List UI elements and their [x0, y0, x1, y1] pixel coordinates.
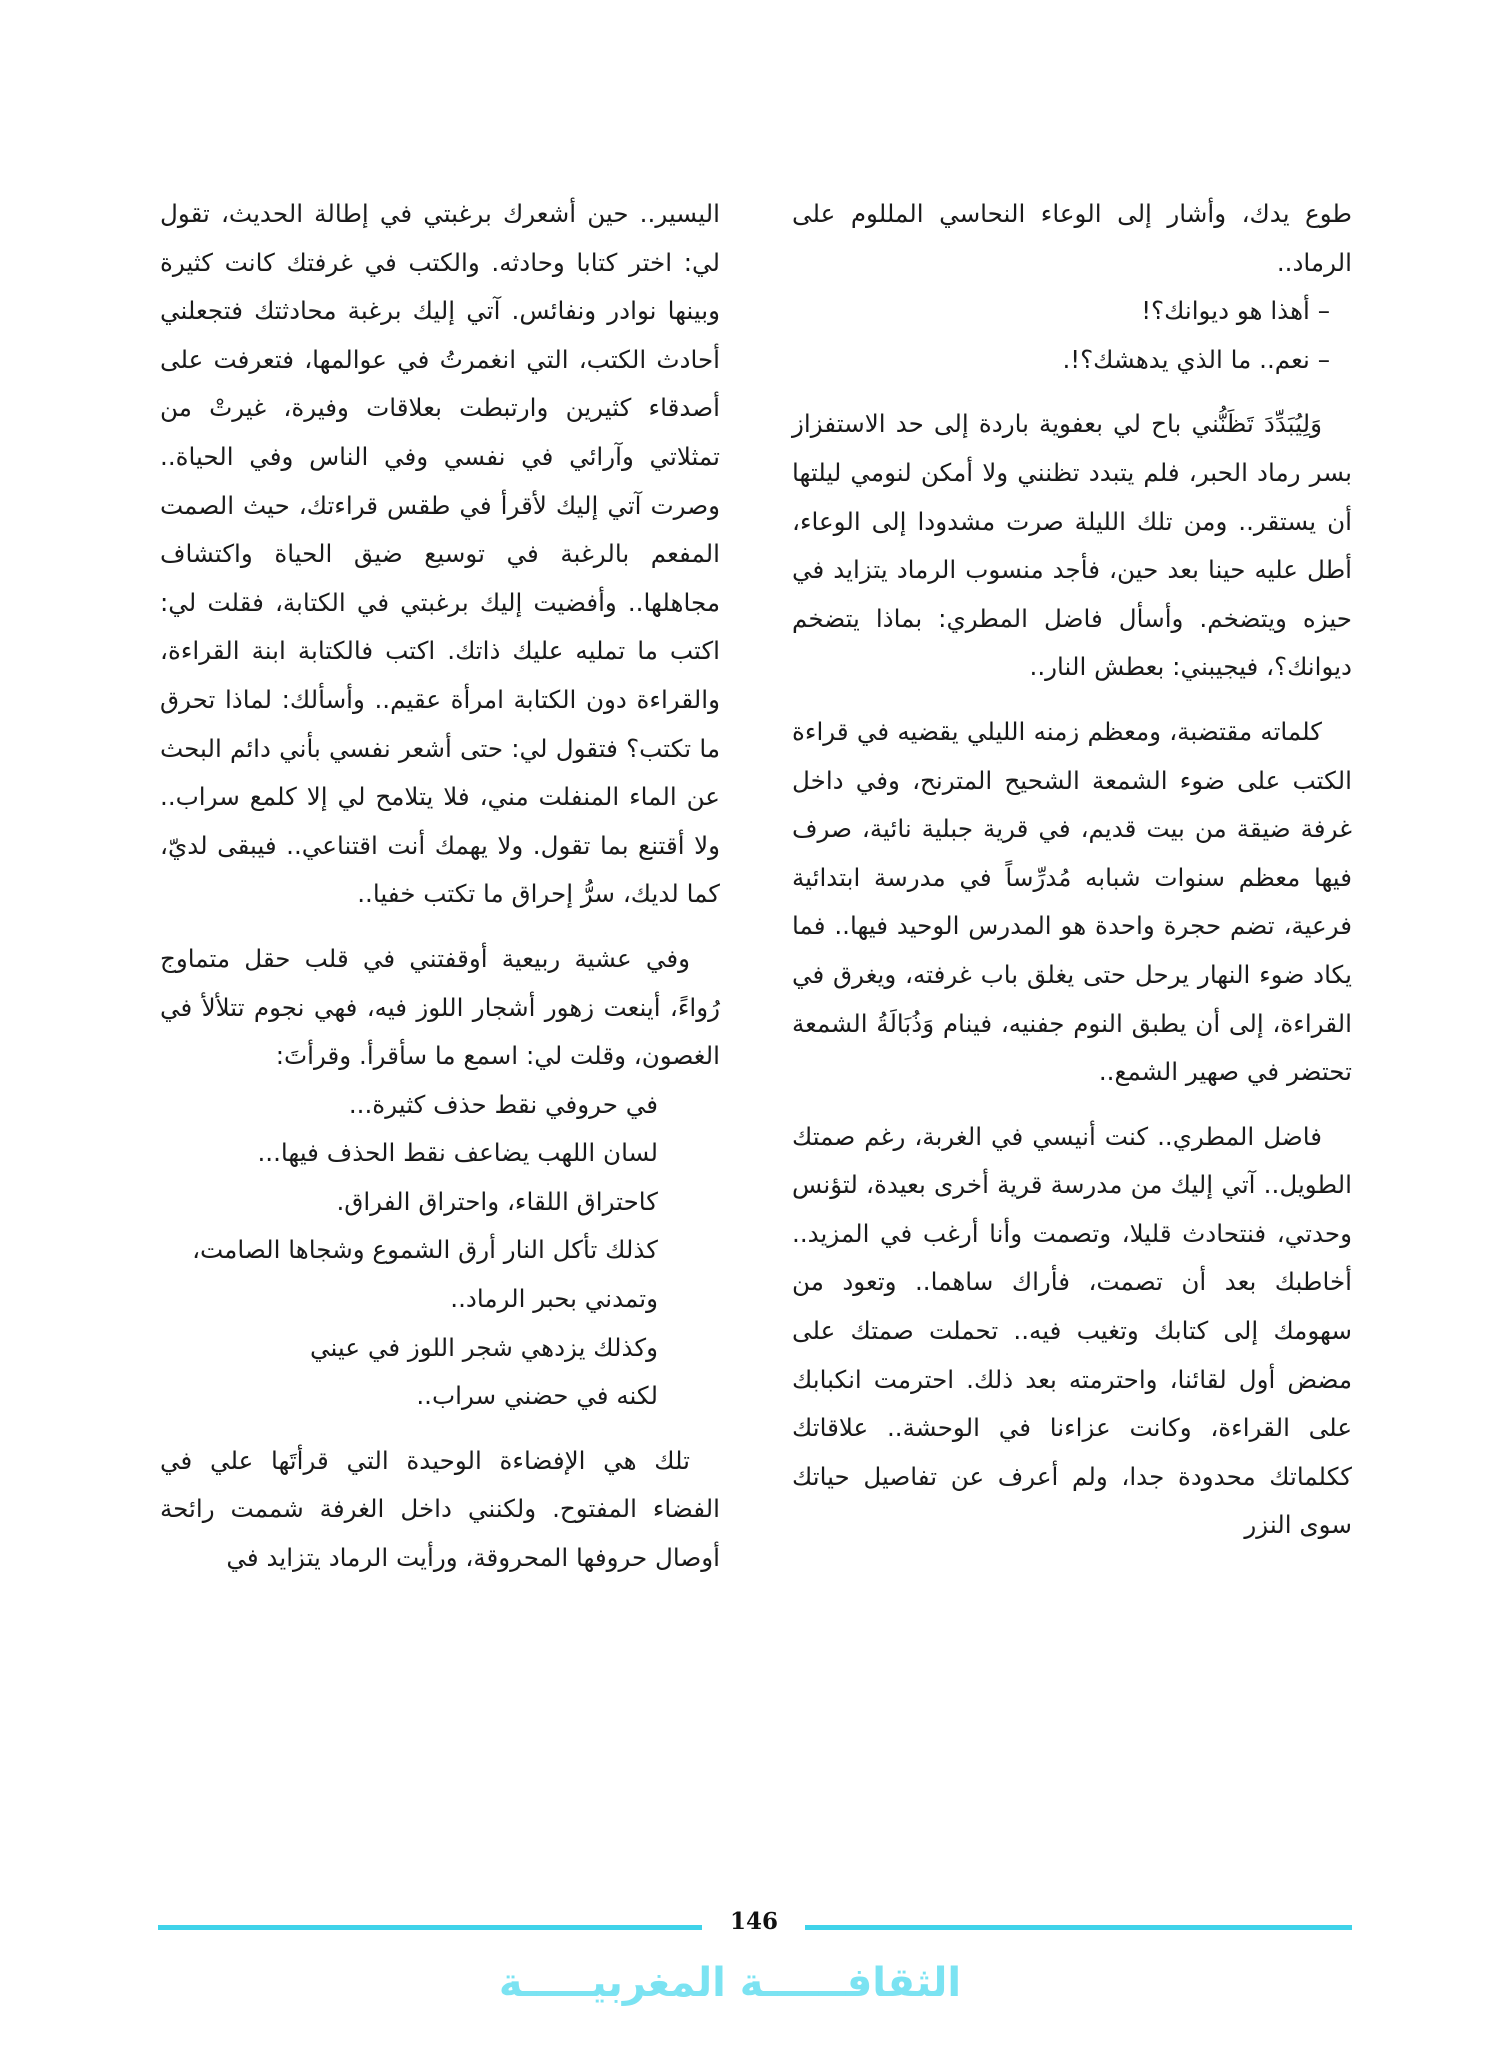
page-number: 146 — [729, 1908, 778, 1935]
footer-rule-right — [805, 1925, 1352, 1930]
paragraph: اليسير.. حين أشعرك برغبتي في إطالة الحديث، تقول لي: اختر كتابا وحادثه. والكتب في غرفتك كانت كثيرة وبينها نوادر ونفائس. آتي إليك برغبة محادثتك فتجعلني أحادث الكتب، التي انغمرتُ في عوالمها، فتعرفت على أصدقاء كثيرين وارتبطت بعلاقات وفيرة، غيرتْ من تمثلاتي وآرائي في نفسي وفي الناس وفي الحياة.. وصرت آتي إليك لأقرأ في طقس قراءتك، حيث الصمت المفعم بالرغبة في توسيع ضيق الحياة واكتشاف مجاهلها.. وأفضيت إليك برغبتي في الكتابة، فقلت لي: اكتب ما تمليه عليك ذاتك. اكتب فالكتابة ابنة القراءة، والقراءة دون الكتابة امرأة عقيم.. وأسألك: لماذا تحرق ما تكتب؟ فتقول لي: حتى أشعر نفسي بأني دائم البحث عن الماء المنفلت مني، فلا يتلامح لي إلا كلمع سراب.. ولا أقتنع بما تقول. ولا يهمك أنت اقتناعي.. فيبقى لديّ، كما لديك، سرُّ إحراق ما تكتب خفيا.. — [160, 199, 720, 909]
right-text-column — [792, 190, 1352, 1550]
poem-line: في حروفي نقط حذف كثيرة... — [348, 1089, 658, 1119]
poem-line: كذلك تأكل النار أرق الشموع وشجاها الصامت، — [192, 1235, 658, 1265]
left-text-column — [160, 190, 720, 1583]
paragraph: فاضل المطري.. كنت أنيسي في الغربة، رغم صمتك الطويل.. آتي إليك من مدرسة قرية أخرى بعيدة، لتؤنس وحدتي، فنتحادث قليلا، وتصمت وأنا أرغب في المزيد.. أخاطبك بعد أن تصمت، فأراك ساهما.. وتعود من سهومك إلى كتابك وتغيب فيه.. تحملت صمتك على مضض أول لقائنا، واحترمته بعد ذلك. احترمت انكبابك على القراءة، وكانت عزاءنا في الوحشة.. علاقاتك ككلماتك محدودة جدا، ولم أعرف عن تفاصيل حياتك سوى النزر — [792, 1121, 1352, 1540]
poem-line: لسان اللهب يضاعف نقط الحذف فيها... — [257, 1138, 658, 1168]
paragraph: طوع يدك، وأشار إلى الوعاء النحاسي المللوم على الرماد.. — [792, 199, 1352, 277]
dialogue-line: – نعم.. ما الذي يدهشك؟!. — [1062, 344, 1330, 374]
dialogue-line: – أهذا هو ديوانك؟! — [1141, 296, 1330, 326]
poem-line: وتمدني بحبر الرماد.. — [450, 1284, 658, 1314]
paragraph: تلك هي الإفضاءة الوحيدة التي قرأتَها علي في الفضاء المفتوح. ولكنني داخل الغرفة شممت رائحة أوصال حروفها المحروقة، ورأيت الرماد يتزايد في — [160, 1445, 720, 1573]
paragraph: كلماته مقتضبة، ومعظم زمنه الليلي يقضيه في قراءة الكتب على ضوء الشمعة الشحيح المترنح، وفي داخل غرفة ضيقة من بيت قديم، في قرية جبلية نائية، صرف فيها معظم سنوات شبابه مُدرِّساً في مدرسة ابتدائية فرعية، تضم حجرة واحدة هو المدرس الوحيد فيها.. فما يكاد ضوء النهار يرحل حتى يغلق باب غرفته، ويغرق في القراءة، إلى أن يطبق النوم جفنيه، فينام وَذُبَالَةُ الشمعة تحتضر في صهير الشمع.. — [792, 716, 1352, 1087]
poem-line: وكذلك يزدهي شجر اللوز في عيني — [309, 1332, 658, 1362]
magazine-masthead: الثقافــــــة المغربيـــــة — [498, 1960, 962, 2006]
footer-rule-left — [158, 1925, 702, 1930]
paragraph: وَلِيُبَدِّدَ تَظَنُّني باح لي بعفوية باردة إلى حد الاستفزاز بسر رماد الحبر، فلم يتبدد تظنني ولا أمكن لنومي ليلتها أن يستقر.. ومن تلك الليلة صرت مشدودا إلى الوعاء، أطل عليه حينا بعد حين، فأجد منسوب الرماد يتزايد في حيزه ويتضخم. وأسأل فاضل المطري: بماذا يتضخم ديوانك؟، فيجيبني: بعطش النار.. — [792, 409, 1352, 682]
poem-line: كاحتراق اللقاء، واحتراق الفراق. — [336, 1186, 658, 1216]
paragraph: وفي عشية ربيعية أوقفتني في قلب حقل متماوج رُواءً، أينعت زهور أشجار اللوز فيه، فهي نجوم تتلألأ في الغصون، وقلت لي: اسمع ما سأقرأ. وقرأتَ: — [160, 943, 720, 1071]
poem-line: لكنه في حضني سراب.. — [416, 1381, 658, 1411]
